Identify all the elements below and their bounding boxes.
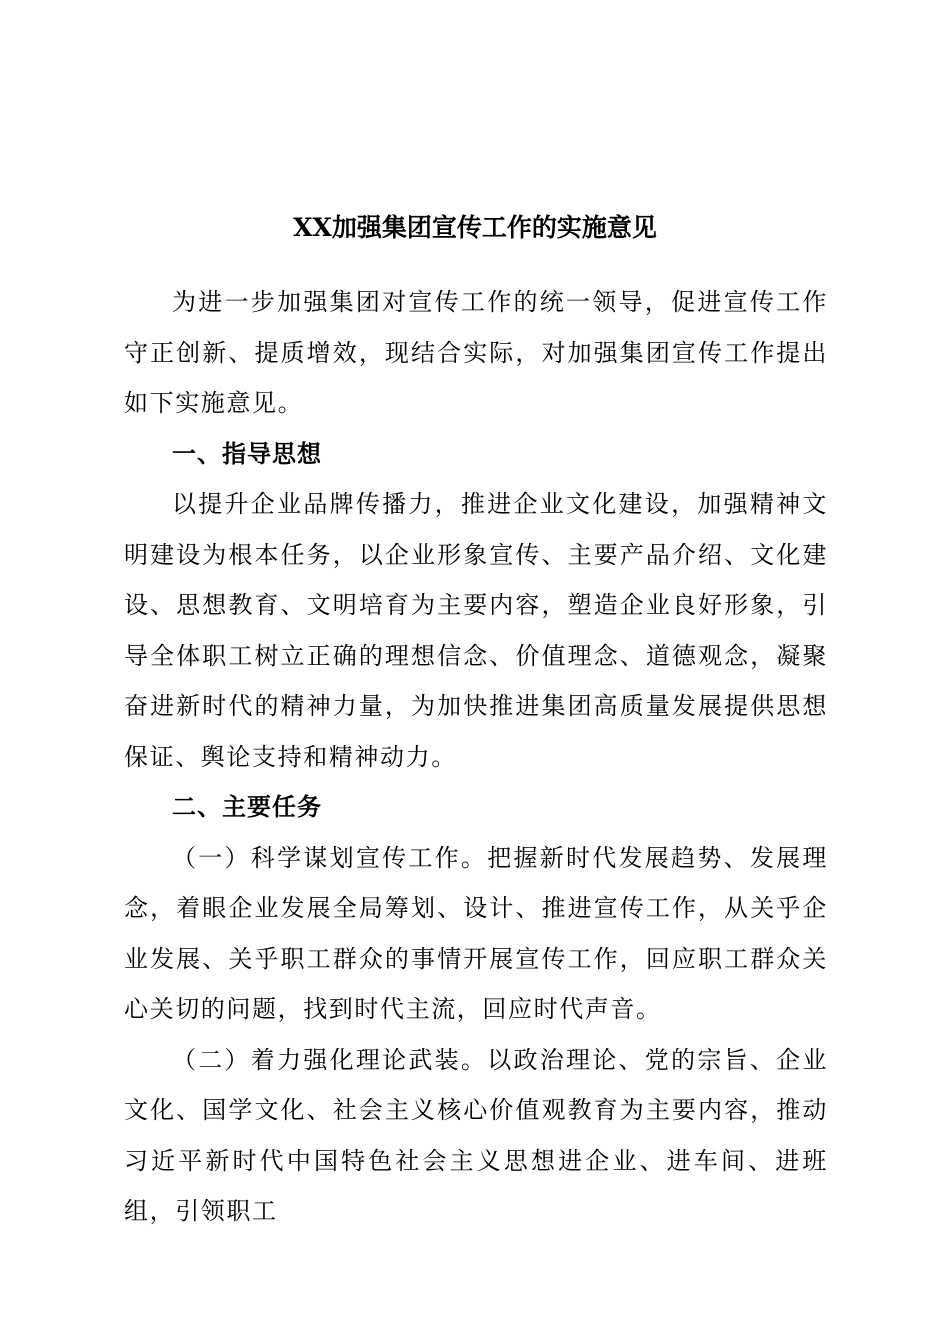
main-task-paragraph-2: （二）着力强化理论武装。以政治理论、党的宗旨、企业文化、国学文化、社会主义核心价值观教育为主要内容，推动习近平新时代中国特色社会主义思想进企业、进车间、进班组，引领职工: [124, 1045, 828, 1225]
main-task-paragraph-1: （一）科学谋划宣传工作。把握新时代发展趋势、发展理念，着眼企业发展全局筹划、设计、推进宣传工作，从关乎企业发展、关乎职工群众的事情开展宣传工作，回应职工群众关心关切的问题，找到时代主流，回应时代声音。: [124, 843, 828, 1023]
intro-paragraph: 为进一步加强集团对宣传工作的统一领导，促进宣传工作守正创新、提质增效，现结合实际，对加强集团宣传工作提出如下实施意见。: [124, 288, 828, 417]
document-body: [124, 277, 828, 1237]
document-title: XX加强集团宣传工作的实施意见: [293, 213, 657, 242]
section-heading-guiding-ideology: 一、指导思想: [172, 439, 322, 468]
guiding-ideology-paragraph: 以提升企业品牌传播力，推进企业文化建设，加强精神文明建设为根本任务，以企业形象宣传、主要产品介绍、文化建设、思想教育、文明培育为主要内容，塑造企业良好形象，引导全体职工树立正确的理想信念、价值理念、道德观念，凝聚奋进新时代的精神力量，为加快推进集团高质量发展提供思想保证、舆论支持和精神动力。: [124, 490, 828, 771]
section-heading-main-tasks: 二、主要任务: [172, 793, 322, 821]
